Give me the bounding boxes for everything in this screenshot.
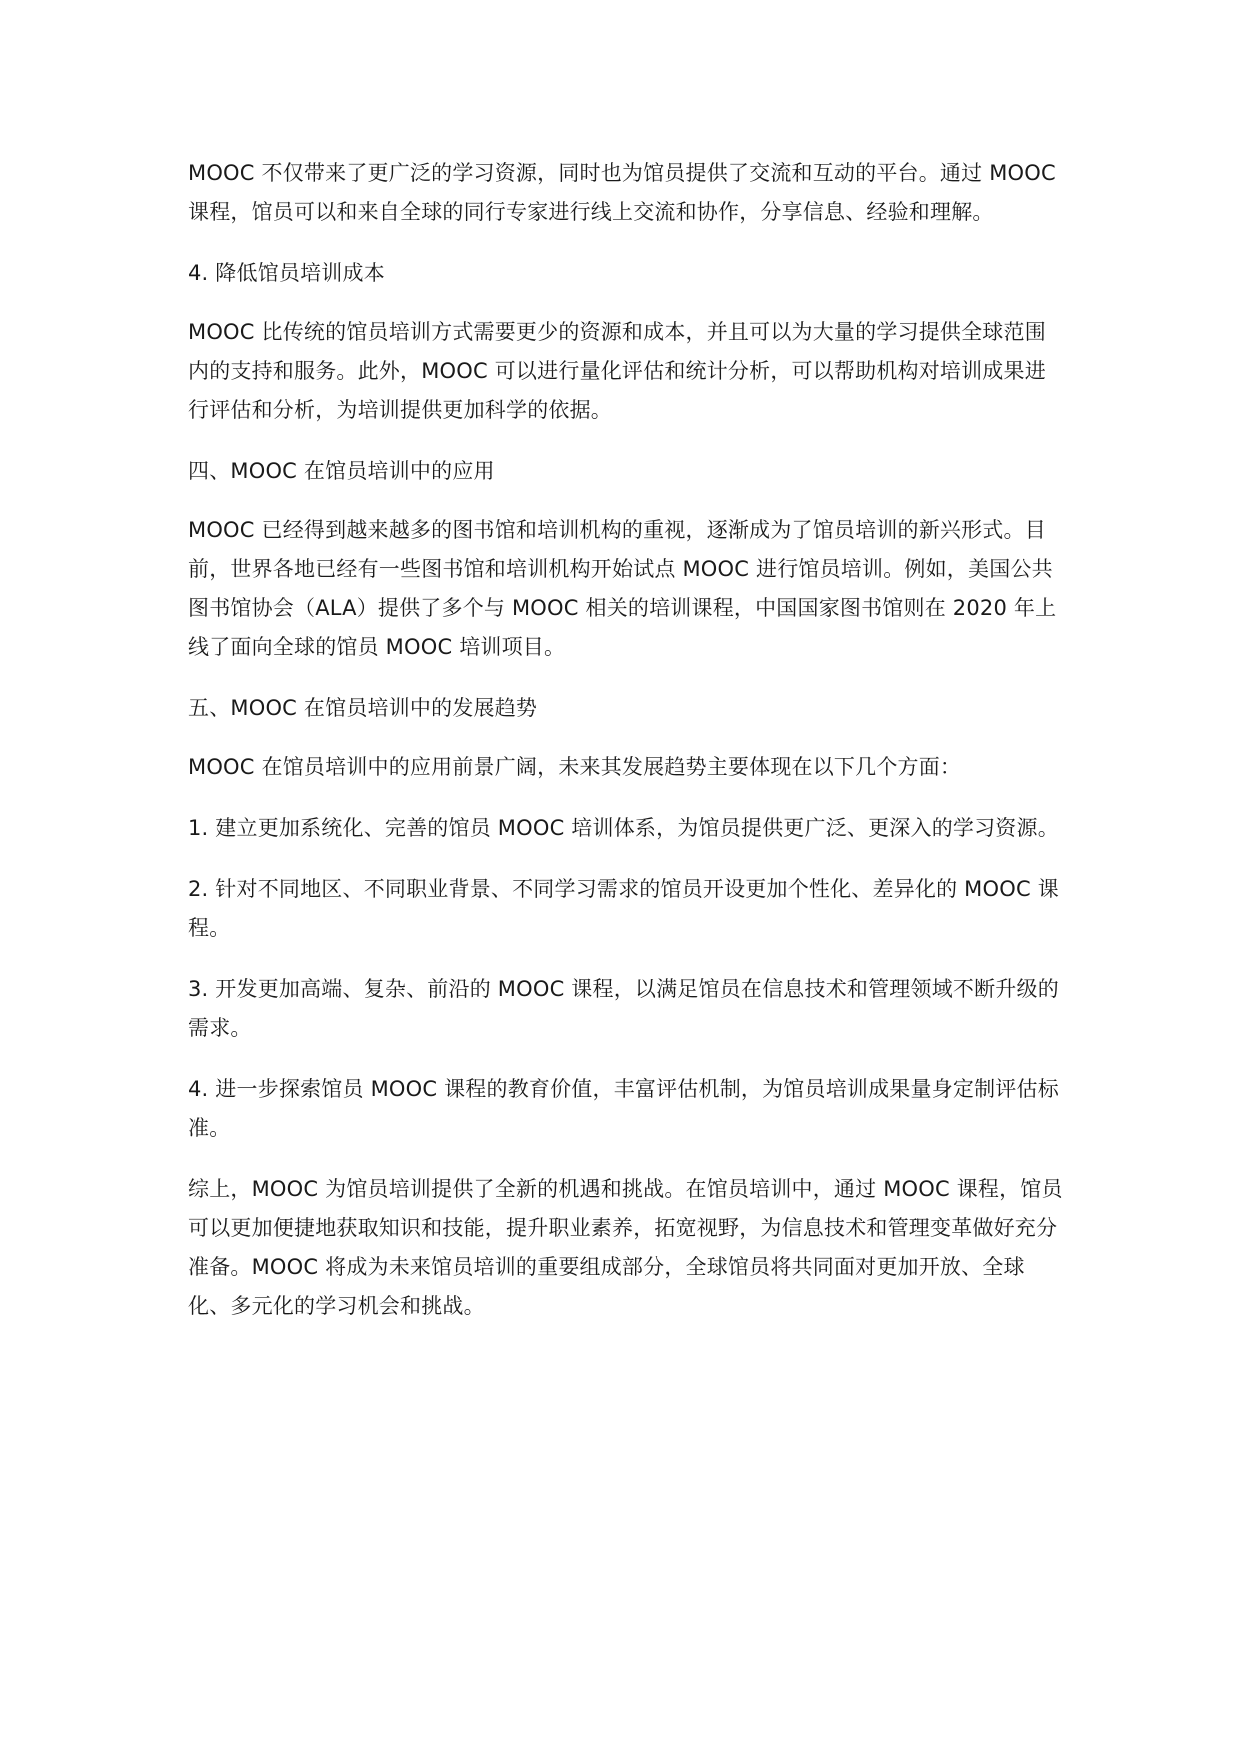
paragraph-conclusion: 综上，MOOC 为馆员培训提供了全新的机遇和挑战。在馆员培训中，通过 MOOC 课程，馆员可以更加便捷地获取知识和技能，提升职业素养，拓宽视野，为信息技术和管理变革做好充分准备。MOOC 将成为未来馆员培训的重要组成部分，全球馆员将共同面对更加开放、全球化、多元化的学习机会和挑战。 (188, 1177, 1063, 1318)
section-heading-development-trends: 五、MOOC 在馆员培训中的发展趋势 (188, 696, 538, 720)
paragraph-trends-intro: MOOC 在馆员培训中的应用前景广阔，未来其发展趋势主要体现在以下几个方面： (188, 755, 962, 779)
paragraph-mooc-exchange-platform: MOOC 不仅带来了更广泛的学习资源，同时也为馆员提供了交流和互动的平台。通过 MOOC 课程，馆员可以和来自全球的同行专家进行线上交流和协作，分享信息、经验和理解。 (188, 161, 1056, 224)
section-heading-reduce-training-cost: 4. 降低馆员培训成本 (188, 261, 385, 285)
list-item-trend-2: 2. 针对不同地区、不同职业背景、不同学习需求的馆员开设更加个性化、差异化的 MOOC 课程。 (188, 877, 1059, 940)
paragraph-mooc-cost-advantage: MOOC 比传统的馆员培训方式需要更少的资源和成本，并且可以为大量的学习提供全球范围内的支持和服务。此外，MOOC 可以进行量化评估和统计分析，可以帮助机构对培训成果进行评估和分析，为培训提供更加科学的依据。 (188, 320, 1046, 422)
list-item-trend-3: 3. 开发更加高端、复杂、前沿的 MOOC 课程，以满足馆员在信息技术和管理领域不断升级的需求。 (188, 977, 1059, 1040)
document-body (188, 154, 1063, 1348)
list-item-trend-4: 4. 进一步探索馆员 MOOC 课程的教育价值，丰富评估机制，为馆员培训成果量身定制评估标准。 (188, 1077, 1059, 1140)
section-heading-mooc-application: 四、MOOC 在馆员培训中的应用 (188, 459, 495, 483)
paragraph-mooc-application: MOOC 已经得到越来越多的图书馆和培训机构的重视，逐渐成为了馆员培训的新兴形式。目前，世界各地已经有一些图书馆和培训机构开始试点 MOOC 进行馆员培训。例如，美国公共图书馆协会（ALA）提供了多个与 MOOC 相关的培训课程，中国国家图书馆则在 2020 年上线了面向全球的馆员 MOOC 培训项目。 (188, 518, 1057, 659)
list-item-trend-1: 1. 建立更加系统化、完善的馆员 MOOC 培训体系，为馆员提供更广泛、更深入的学习资源。 (188, 816, 1059, 840)
